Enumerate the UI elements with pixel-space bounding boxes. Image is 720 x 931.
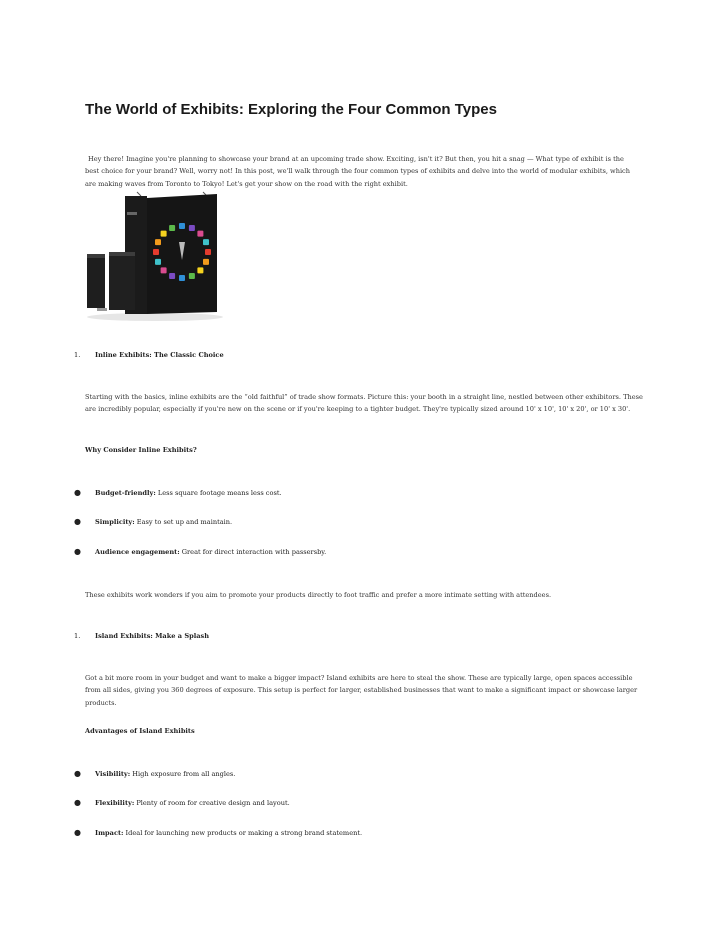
section-1-title: Inline Exhibits: The Classic Choice (95, 351, 224, 359)
section-1-subheading: Why Consider Inline Exhibits? (85, 446, 197, 454)
bullet-label: Visibility: (95, 770, 131, 778)
bullet-label: Simplicity: (95, 518, 135, 526)
bullet-label: Budget-friendly: (95, 489, 156, 497)
ring-tile (169, 273, 175, 279)
section-1-closing: These exhibits work wonders if you aim to promote your products directly to foot traffic and prefer a more intimate setting with attendees. (85, 591, 552, 599)
intro-paragraph: Hey there! Imagine you're planning to showcase your brand at an upcoming trade show. Exciting, isn't it? But then, you hit a snag — What type of exhibit is the best choice for your brand? Well, worry not! In this post, we'll walk through the four common types of exhibits and delve into the world of modular exhibits, which are making waves from Toronto to Tokyo! Let's get your show on the road with the right exhibit. (85, 155, 630, 188)
bullet-icon: ● (74, 798, 81, 807)
ring-tile (197, 267, 203, 273)
ring-tile (189, 225, 195, 231)
ring-tile (179, 223, 185, 229)
ring-tile (155, 259, 161, 265)
section-1-body: Starting with the basics, inline exhibits are the “old faithful” of trade show formats. Picture this: your booth in a straight line, nestled between other exhibitors. These are incredibly popular, especially if you're new on the scene or if you're keeping to a tighter budget. They're typically sized around 10' x 10', 10' x 20', or 10' x 30'. (85, 393, 643, 414)
bullet-text: Easy to set up and maintain. (134, 518, 233, 526)
bullet-text: Less square footage means less cost. (155, 489, 282, 497)
ring-tile (189, 273, 195, 279)
ring-tile (153, 249, 159, 255)
bullet-text: Great for direct interaction with passersby. (179, 548, 327, 556)
bullet-text: Ideal for launching new products or making a strong brand statement. (123, 829, 363, 837)
bullet-icon: ● (74, 488, 81, 497)
ring-tile (179, 275, 185, 281)
ring-tile (155, 239, 161, 245)
section-2-title: Island Exhibits: Make a Splash (95, 632, 209, 640)
bullet-icon: ● (74, 517, 81, 526)
bullet-icon: ● (74, 828, 81, 837)
bullet-label: Flexibility: (95, 799, 135, 807)
bullet-label: Impact: (95, 829, 124, 837)
section-2-subheading: Advantages of Island Exhibits (85, 727, 195, 735)
bullet-label: Audience engagement: (95, 548, 180, 556)
bullet-text: High exposure from all angles. (130, 770, 236, 778)
ring-tile (203, 239, 209, 245)
ring-tile (203, 259, 209, 265)
ring-tile (161, 231, 167, 237)
ring-tile (197, 231, 203, 237)
bullet-text: Plenty of room for creative design and layout. (134, 799, 290, 807)
bullet-icon: ● (74, 547, 81, 556)
bullet-icon: ● (74, 769, 81, 778)
section-2-number: 1. (74, 632, 81, 640)
section-1-number: 1. (74, 351, 81, 359)
section-2-body: Got a bit more room in your budget and want to make a bigger impact? Island exhibits are here to steal the show. These are typically large, open spaces accessible from all sides, giving you 360 degrees of exposure. This setup is perfect for larger, established businesses that want to make a significant impact or showcase larger products. (85, 674, 638, 707)
exhibit-booth-image (85, 190, 225, 322)
ring-tile (205, 249, 211, 255)
ring-tile (161, 267, 167, 273)
page-title: The World of Exhibits: Exploring the Four Common Types (85, 101, 497, 118)
ring-tile (169, 225, 175, 231)
